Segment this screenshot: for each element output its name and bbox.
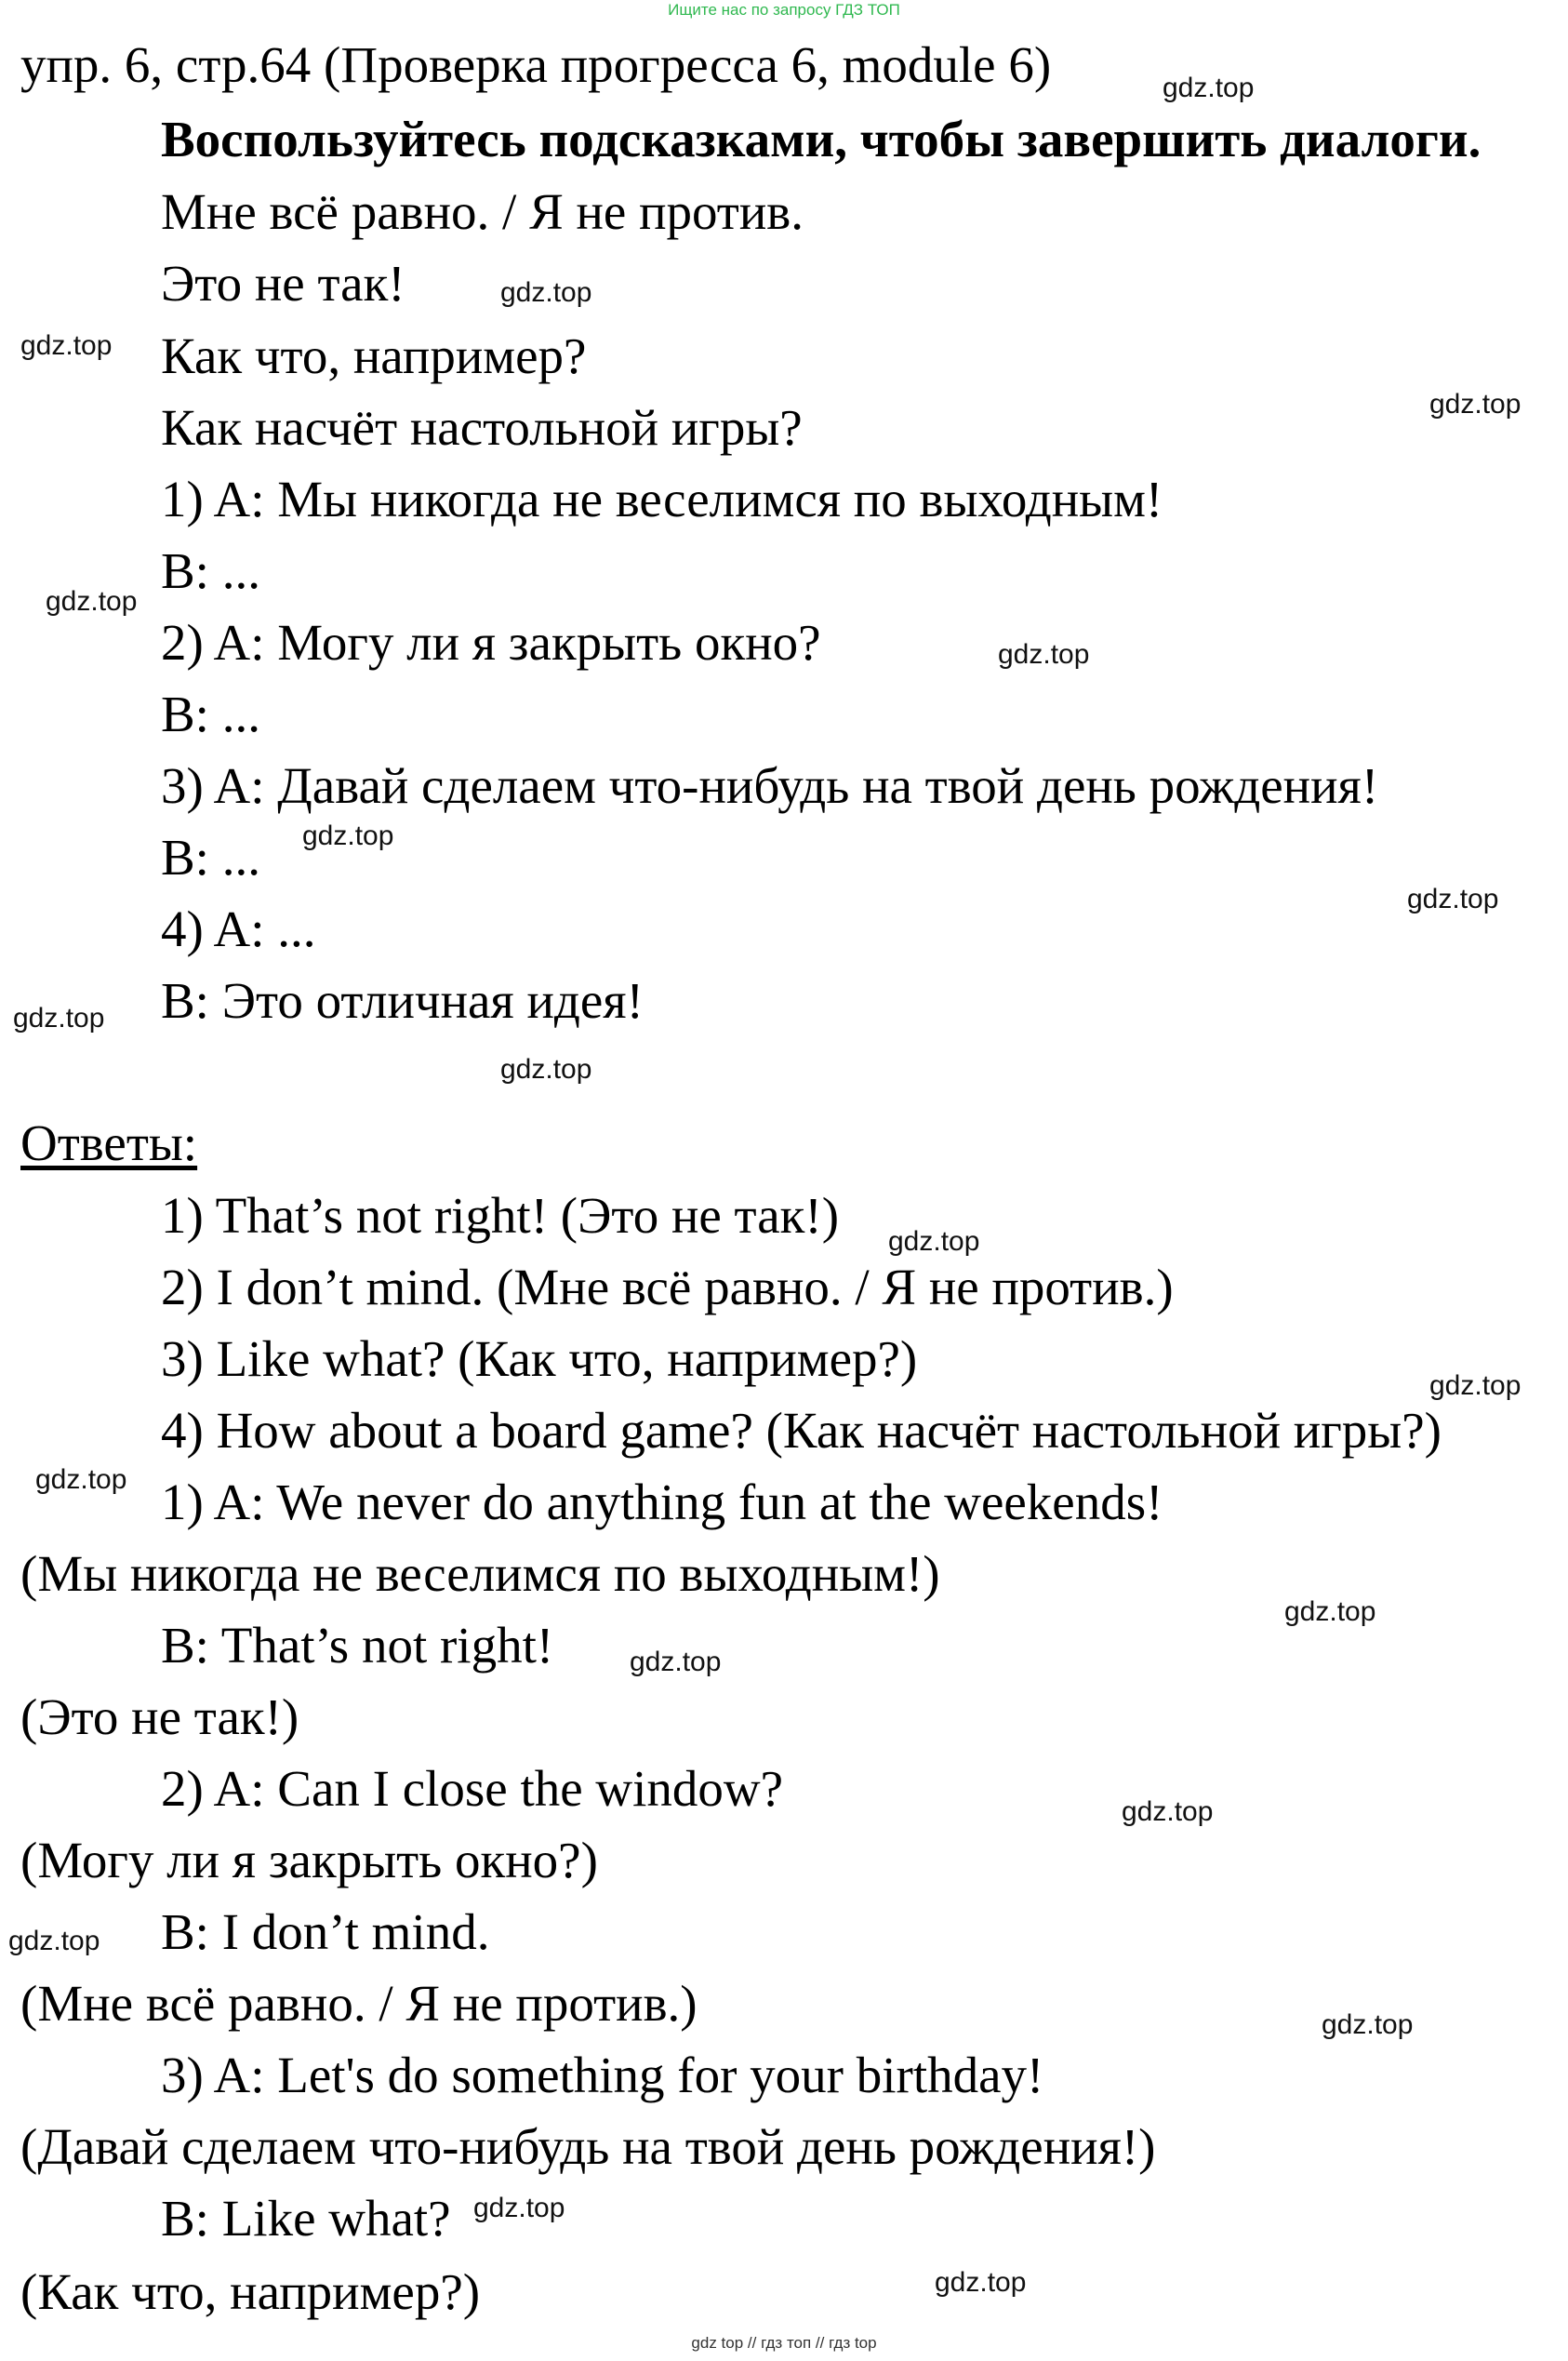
answer-translation-line: (Давай сделаем что-нибудь на твой день рождения!) [20, 2118, 1156, 2175]
watermark: gdz.top [1122, 1796, 1214, 1827]
answer-translation-line: (Могу ли я закрыть окно?) [20, 1832, 598, 1888]
answer-phrase: 4) How about a board game? (Как насчёт настольной игры?) [161, 1402, 1442, 1459]
hint-line: Как насчёт настольной игры? [161, 399, 803, 456]
hint-line: Это не так! [161, 255, 405, 312]
footer-links[interactable]: gdz top // гдз топ // гдз top [691, 2334, 877, 2352]
answer-translation-line: (Мы никогда не веселимся по выходным!) [20, 1545, 940, 1602]
watermark: gdz.top [13, 1003, 105, 1034]
watermark: gdz.top [630, 1647, 722, 1677]
page-title: упр. 6, стр.64 (Проверка прогресса 6, module 6) [20, 36, 1052, 93]
dialogue-line: 4) A: ... [161, 900, 316, 957]
answer-dialogue-line: 1) A: We never do anything fun at the weekends! [161, 1474, 1163, 1530]
hint-line: Как что, например? [161, 327, 587, 384]
answer-phrase: 2) I don’t mind. (Мне всё равно. / Я не против.) [161, 1259, 1174, 1315]
dialogue-line: 1) A: Мы никогда не веселимся по выходным! [161, 471, 1163, 527]
dialogue-line: B: ... [161, 829, 260, 886]
answer-dialogue-line: 2) A: Can I close the window? [161, 1760, 784, 1817]
watermark: gdz.top [8, 1926, 100, 1956]
watermark: gdz.top [500, 277, 592, 308]
watermark: gdz.top [1322, 2009, 1414, 2040]
watermark: gdz.top [35, 1464, 127, 1495]
answer-translation-line: (Как что, например?) [20, 2263, 481, 2320]
watermark: gdz.top [500, 1054, 592, 1085]
watermark: gdz.top [473, 2193, 565, 2223]
watermark: gdz.top [888, 1226, 980, 1257]
dialogue-line: B: Это отличная идея! [161, 972, 644, 1029]
watermark: gdz.top [1284, 1596, 1376, 1627]
header-banner[interactable]: Ищите нас по запросу ГДЗ ТОП [668, 1, 900, 19]
watermark: gdz.top [46, 586, 138, 617]
dialogue-line: B: ... [161, 686, 260, 742]
watermark: gdz.top [302, 820, 394, 851]
dialogue-line: B: ... [161, 542, 260, 599]
answer-translation-line: (Это не так!) [20, 1688, 299, 1745]
answer-dialogue-line: B: Like what? [161, 2190, 451, 2247]
watermark: gdz.top [1163, 73, 1255, 103]
watermark: gdz.top [935, 2267, 1027, 2298]
answer-translation-line: (Мне всё равно. / Я не против.) [20, 1975, 698, 2032]
watermark: gdz.top [1429, 1370, 1521, 1401]
instruction: Воспользуйтесь подсказками, чтобы завершить диалоги. [161, 111, 1482, 167]
watermark: gdz.top [1429, 389, 1521, 420]
watermark: gdz.top [998, 639, 1090, 670]
answer-phrase: 3) Like what? (Как что, например?) [161, 1330, 918, 1387]
watermark: gdz.top [1407, 884, 1499, 914]
answer-phrase: 1) That’s not right! (Это не так!) [161, 1187, 840, 1244]
answer-dialogue-line: 3) A: Let's do something for your birthday! [161, 2047, 1044, 2103]
watermark: gdz.top [20, 330, 113, 361]
hint-line: Мне всё равно. / Я не против. [161, 183, 804, 240]
answer-dialogue-line: B: I don’t mind. [161, 1903, 490, 1960]
dialogue-line: 3) A: Давай сделаем что-нибудь на твой день рождения! [161, 757, 1379, 814]
answers-heading: Ответы: [20, 1114, 198, 1171]
answer-dialogue-line: B: That’s not right! [161, 1617, 554, 1674]
dialogue-line: 2) A: Могу ли я закрыть окно? [161, 614, 821, 671]
